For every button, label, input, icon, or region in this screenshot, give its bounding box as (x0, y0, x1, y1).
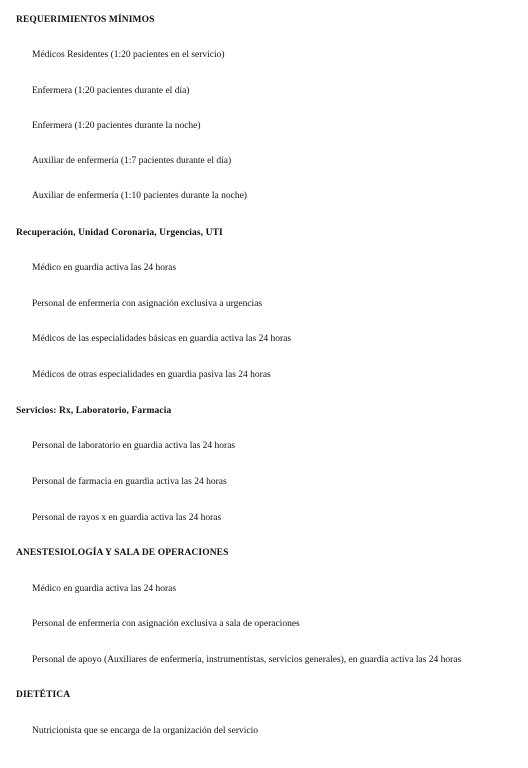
list-item: Médico en guardia activa las 24 horas (32, 263, 177, 273)
section-heading: DIETÉTICA (16, 690, 71, 700)
list-item: Personal de enfermería con asignación exclusiva a urgencias (32, 299, 263, 309)
list-item: Personal de rayos x en guardia activa las 24 horas (32, 513, 222, 523)
list-item: Médicos de las especialidades básicas en guardia activa las 24 horas (32, 334, 292, 344)
section-heading: ANESTESIOLOGÍA Y SALA DE OPERACIONES (16, 548, 229, 558)
list-item: Médicos Residentes (1:20 pacientes en el servicio) (32, 50, 225, 60)
list-item: Personal de laboratorio en guardia activa las 24 horas (32, 441, 236, 451)
list-item: Auxiliar de enfermería (1:10 pacientes durante la noche) (32, 191, 247, 201)
list-item: Enfermera (1:20 pacientes durante la noche) (32, 121, 201, 131)
list-item: Enfermera (1:20 pacientes durante el día) (32, 86, 190, 96)
section-heading: Servicios: Rx, Laboratorio, Farmacia (16, 406, 172, 416)
section-heading: Recuperación, Unidad Coronaria, Urgencias, UTI (16, 228, 223, 238)
list-item: Auxiliar de enfermería (1:7 pacientes durante el día) (32, 156, 232, 166)
list-item: Médico en guardia activa las 24 horas (32, 584, 177, 594)
list-item: Personal de apoyo (Auxiliares de enfermería, instrumentistas, servicios generales), en guardia activa las 24 horas (32, 655, 462, 665)
list-item: Personal de enfermería con asignación exclusiva a sala de operaciones (32, 619, 300, 629)
list-item: Médicos de otras especialidades en guardia pasiva las 24 horas (32, 370, 271, 380)
section-heading: REQUERIMIENTOS MÍNIMOS (16, 15, 155, 25)
list-item: Personal de farmacia en guardia activa las 24 horas (32, 477, 227, 487)
list-item: Nutricionista que se encarga de la organización del servicio (32, 726, 258, 736)
